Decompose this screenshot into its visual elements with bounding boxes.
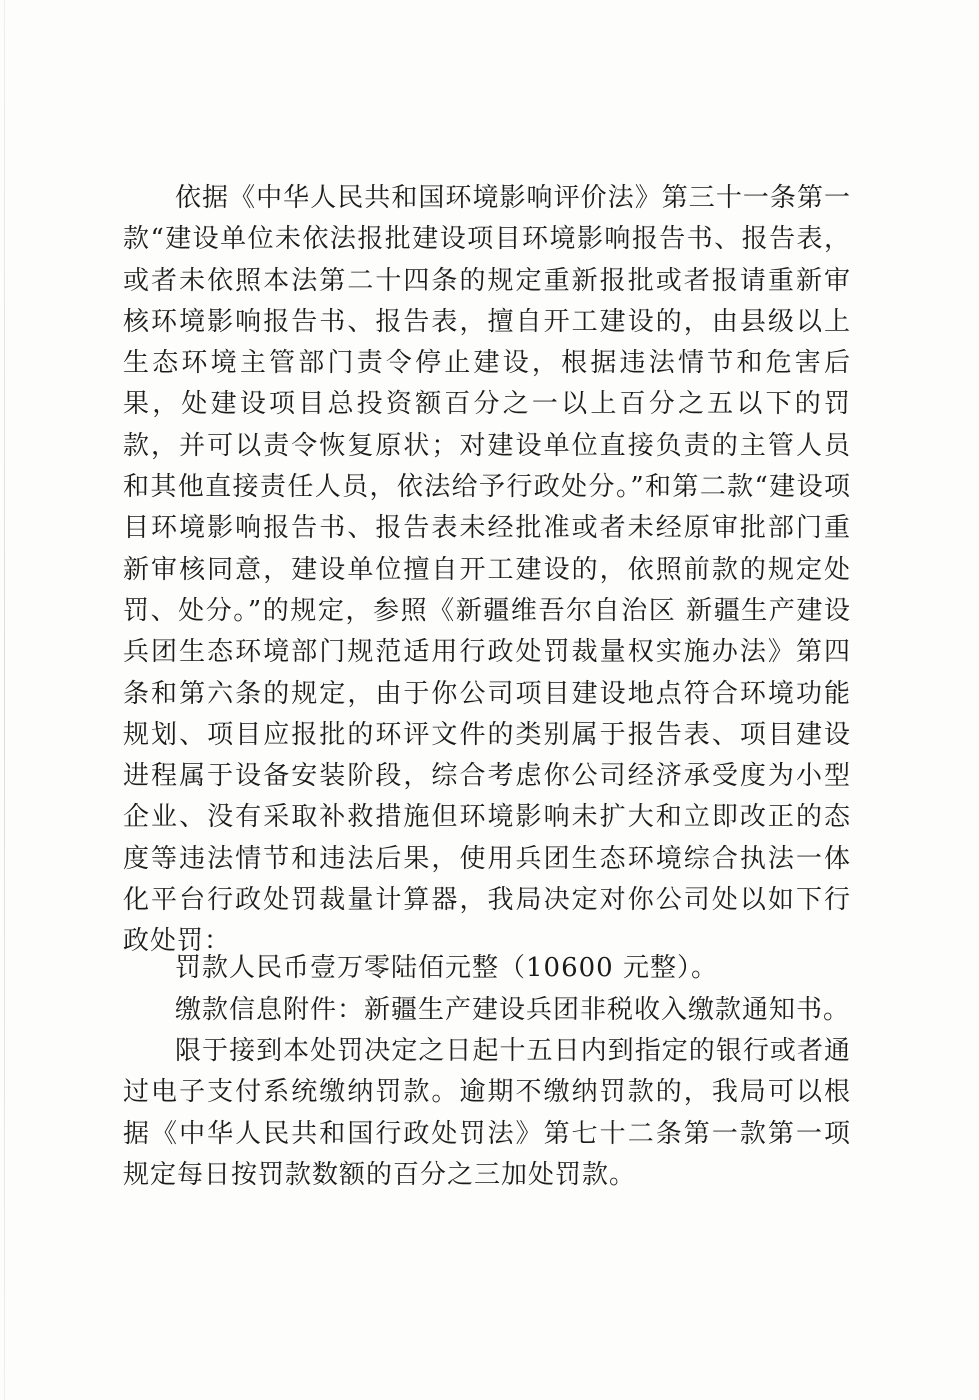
body-text-payment-deadline [123,1031,851,1196]
paragraph-legal-basis: 依据《中华人民共和国环境影响评价法》第三十一条第一款“建设单位未依法报批建设项目环境影响报告书、报告表，或者未依照本法第二十四条的规定重新报批或者报请重新审核环境影响报告书、报告表，擅自开工建设的，由县级以上生态环境主管部门责令停止建设，根据违法情节和危害后果，处建设项目总投资额百分之一以上百分之五以下的罚款，并可以责令恢复原状；对建设单位直接负责的主管人员和其他直接责任人员，依法给予行政处分。”和第二款“建设项目环境影响报告书、报告表未经批准或者未经原审批部门重新审核同意，建设单位擅自开工建设的，依照前款的规定处罚、处分。”的规定，参照《新疆维吾尔自治区 新疆生产建设兵团生态环境部门规范适用行政处罚裁量权实施办法》第四条和第六条的规定，由于你公司项目建设地点符合环境功能规划、项目应报批的环评文件的类别属于报告表、项目建设进程属于设备安装阶段，综合考虑你公司经济承受度为小型企业、没有采取补救措施但环境影响未扩大和立即改正的态度等违法情节和违法后果，使用兵团生态环境综合执法一体化平台行政处罚裁量计算器，我局决定对你公司处以如下行政处罚： [123,183,851,957]
paragraph-fine-amount: 罚款人民币壹万零陆佰元整（10600 元整）。 [175,953,718,983]
body-text-fine-amount [123,948,851,989]
body-text-payment-attachment [123,990,851,1031]
paragraph-payment-attachment: 缴款信息附件：新疆生产建设兵团非税收入缴款通知书。 [175,995,851,1025]
body-text-legal-basis [123,178,851,963]
paragraph-payment-deadline: 限于接到本处罚决定之日起十五日内到指定的银行或者通过电子支付系统缴纳罚款。逾期不缴纳罚款的，我局可以根据《中华人民共和国行政处罚法》第七十二条第一款第一项规定每日按罚款数额的百分之三加处罚款。 [123,1036,851,1190]
